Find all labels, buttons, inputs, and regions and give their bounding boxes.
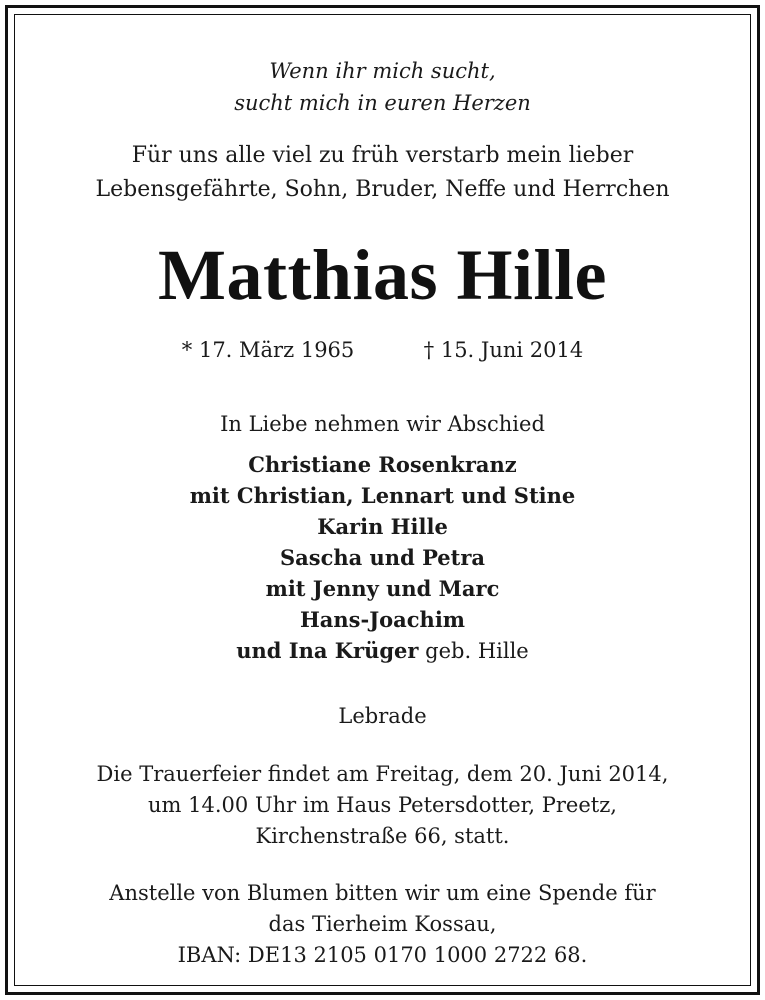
intro-line-2: Lebensgefährte, Sohn, Bruder, Neffe und Herrchen <box>95 177 670 202</box>
ceremony-line-1: Die Trauerfeier findet am Freitag, dem 20. Juni 2014, <box>96 762 669 786</box>
mourner-line-2: mit Christian, Lennart und Stine <box>189 483 576 508</box>
deceased-name: Matthias Hille <box>158 235 607 315</box>
donation-iban: IBAN: DE13 2105 0170 1000 2722 68. <box>177 943 588 967</box>
mourner-line-5: mit Jenny und Marc <box>265 576 500 601</box>
donation-line-2: das Tierheim Kossau, <box>268 912 497 936</box>
mourner-line-6: Hans-Joachim <box>299 607 466 632</box>
ceremony-line-3: Kirchenstraße 66, statt. <box>255 824 510 848</box>
mourner-line-7 <box>15 635 750 667</box>
motto <box>15 55 750 119</box>
motto-line-1: Wenn ihr mich sucht, <box>269 59 496 83</box>
intro-text <box>15 139 750 207</box>
place-name: Lebrade <box>338 704 427 728</box>
mourner-line-3: Karin Hille <box>317 514 448 539</box>
mourner-line-1: Christiane Rosenkranz <box>248 452 517 477</box>
ceremony-line-2: um 14.00 Uhr im Haus Petersdotter, Preetz, <box>148 793 617 817</box>
death-date: † 15. Juni 2014 <box>423 338 584 362</box>
life-dates <box>15 335 750 365</box>
mourner-line-7-maiden-name: geb. Hille <box>425 639 529 663</box>
mourner-line-4: Sascha und Petra <box>279 545 486 570</box>
mourner-line-7-names: und Ina Krüger <box>236 638 419 663</box>
donation-line-1: Anstelle von Blumen bitten wir um eine Spende für <box>109 881 656 905</box>
motto-line-2: sucht mich in euren Herzen <box>234 91 531 115</box>
notice-frame <box>5 5 760 995</box>
intro-line-1: Für uns alle viel zu früh verstarb mein lieber <box>131 143 634 168</box>
notice-content <box>15 55 750 971</box>
birth-date: * 17. März 1965 <box>181 338 355 362</box>
ceremony-details <box>15 759 750 852</box>
donation-request <box>15 878 750 971</box>
farewell-line: In Liebe nehmen wir Abschied <box>220 412 545 436</box>
mourners-list <box>15 449 750 667</box>
notice-inner-border <box>14 14 751 986</box>
